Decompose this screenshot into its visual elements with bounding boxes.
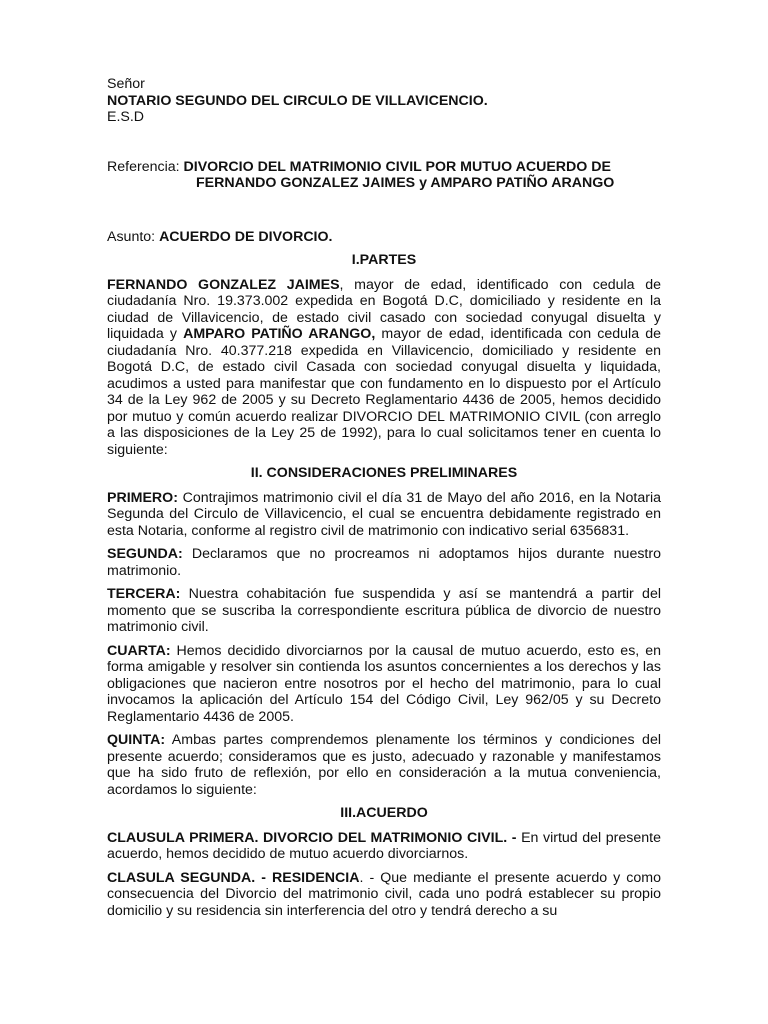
clausula-segunda xyxy=(107,870,661,920)
consideracion-tercera xyxy=(107,586,661,636)
consideracion-text: Contrajimos matrimonio civil el día 31 de Mayo del año 2016, en la Notaria Segunda del Circulo de Villavicencio, el cual se encuentra debidamente registrado en esta Notaria, conforme al registro civil de matrimonio con indicativo serial 6356831. xyxy=(107,489,661,539)
clausula-label: CLAUSULA PRIMERA. DIVORCIO DEL MATRIMONIO CIVIL. - xyxy=(107,829,517,846)
consideracion-label: PRIMERO: xyxy=(107,489,178,506)
reference-block xyxy=(107,159,661,192)
subject-value: ACUERDO DE DIVORCIO. xyxy=(159,228,333,245)
section-title-acuerdo: III.ACUERDO xyxy=(340,805,428,821)
reference-text-2: FERNANDO GONZALEZ JAIMES y AMPARO PATIÑO ARANGO xyxy=(196,175,615,191)
consideracion-segunda xyxy=(107,546,661,579)
party-2-name: AMPARO PATIÑO ARANGO, xyxy=(183,326,376,342)
reference-text-1: DIVORCIO DEL MATRIMONIO CIVIL POR MUTUO ACUERDO DE xyxy=(183,158,611,175)
consideracion-label: CUARTA: xyxy=(107,642,171,659)
clausula-primera xyxy=(107,830,661,863)
addressee xyxy=(107,93,661,110)
clausula-text: . - Que mediante el presente acuerdo y como consecuencia del Divorcio del matrimonio civil, cada uno podrá establecer su propio domicilio y su residencia sin interferencia del otro y tendrá derecho a su xyxy=(107,869,661,919)
document-page xyxy=(107,76,661,926)
consideracion-cuarta xyxy=(107,643,661,726)
salutation: Señor xyxy=(107,76,145,92)
subject-label: Asunto: xyxy=(107,228,160,245)
consideracion-text: Declaramos que no procreamos ni adoptamos hijos durante nuestro matrimonio. xyxy=(107,546,661,579)
consideracion-label: QUINTA: xyxy=(107,732,166,748)
party-1-text: , mayor de edad, identificado con cedula de ciudadanía Nro. 19.373.002 expedida en Bogotá D.C, domiciliado y residente en la ciudad de Villavicencio, de estado civil casado con sociedad conyugal disuelta y liquidada y xyxy=(107,276,661,342)
consideracion-text: Ambas partes comprendemos plenamente los términos y condiciones del presente acuerdo; consideramos que es justo, adecuado y razonable y manifestamos que ha sido fruto de reflexión, por ello en consideración a la mutua conveniencia, acordamos lo siguiente: xyxy=(107,732,661,798)
consideracion-text: Nuestra cohabitación fue suspendida y así se mantendrá a partir del momento que se suscriba la correspondiente escritura pública de divorcio de nuestro matrimonio civil. xyxy=(107,586,661,635)
consideracion-primero xyxy=(107,490,661,540)
party-1-name: FERNANDO GONZALEZ JAIMES xyxy=(107,276,340,293)
section-title-partes: I.PARTES xyxy=(351,252,417,268)
section-title-consideraciones: II. CONSIDERACIONES PRELIMINARES xyxy=(250,465,518,481)
reference-line-1 xyxy=(107,159,661,176)
consideracion-label: SEGUNDA: xyxy=(107,546,183,562)
party-2-text: mayor de edad, identificada con cedula de ciudadanía Nro. 40.377.218 expedida en Villavicencio, domiciliado y residente en Bogotá D.C, de estado civil Casada con sociedad conyugal disuelta y liquidada, acudimos a usted para manifestar que con fundamento en lo dispuesto por el Artículo 34 de la Ley 962 de 2005 y su Decreto Reglamentario 4436 de 2005, hemos decidido por mutuo y común acuerdo realizar DIVORCIO DEL MATRIMONIO CIVIL (con arreglo a las disposiciones de la Ley 25 de 1992), para lo cual solicitamos tener en cuenta lo siguiente: xyxy=(107,326,661,458)
subject-line xyxy=(107,229,661,246)
clausula-label: CLASULA SEGUNDA. - RESIDENCIA xyxy=(107,869,360,886)
consideracion-label: TERCERA: xyxy=(107,586,181,602)
clausula-text: En virtud del presente acuerdo, hemos decidido de mutuo acuerdo divorciarnos. xyxy=(107,829,661,862)
esd-line: E.S.D xyxy=(107,109,145,125)
addressee-name: NOTARIO SEGUNDO DEL CIRCULO DE VILLAVICENCIO. xyxy=(107,92,488,109)
consideracion-text: Hemos decidido divorciarnos por la causal de mutuo acuerdo, esto es, en forma amigable y resolver sin contienda los asuntos concernientes a los derechos y las obligaciones que nacieron entre nosotros por el hecho del matrimonio, para lo cual invocamos la aplicación del Artículo 154 del Código Civil, Ley 962/05 y su Decreto Reglamentario 4436 de 2005. xyxy=(107,642,661,725)
reference-label: Referencia: xyxy=(107,158,184,175)
consideracion-quinta xyxy=(107,732,661,798)
partes-paragraph xyxy=(107,277,661,459)
